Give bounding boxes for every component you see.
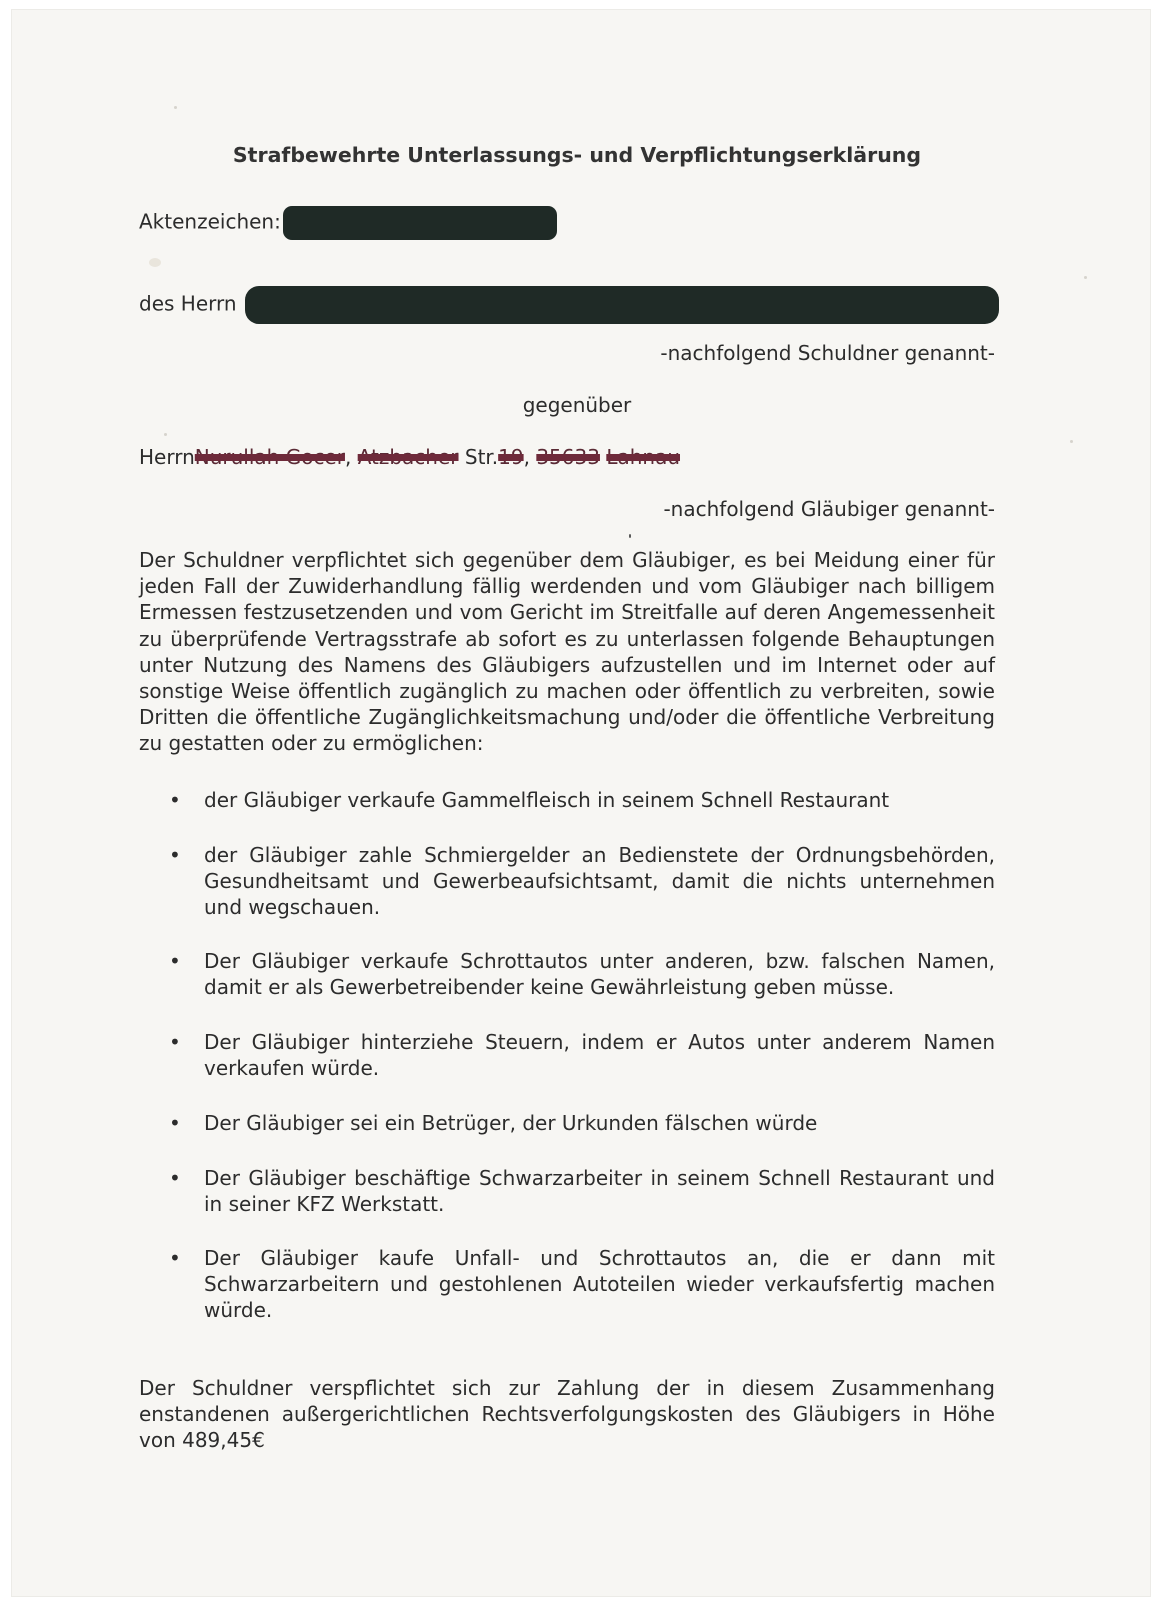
scan-speck xyxy=(149,258,161,267)
scan-speck xyxy=(164,433,167,436)
herrn-label: Herrn xyxy=(139,445,195,469)
des-herrn-line xyxy=(139,286,999,324)
scan-speck xyxy=(1070,440,1073,443)
document-page xyxy=(12,10,1150,1596)
scan-speck xyxy=(174,106,177,109)
glaeubiger-address-line xyxy=(139,444,680,471)
schuldner-note: -nachfolgend Schuldner genannt- xyxy=(660,341,995,365)
schuldner-name-redaction xyxy=(245,286,999,324)
bullet-dot: • xyxy=(169,1246,181,1270)
list-item-text: der Gläubiger verkaufe Gammelfleisch in seinem Schnell Restaurant xyxy=(204,788,890,812)
city-redacted: Lahnau xyxy=(606,445,680,469)
bullet-dot: • xyxy=(169,1111,181,1135)
bullet-dot: • xyxy=(169,843,181,867)
house-no-redacted: 19 xyxy=(498,445,524,469)
list-item-text: Der Gläubiger sei ein Betrüger, der Urkunden fälschen würde xyxy=(204,1111,818,1135)
list-item-text: Der Gläubiger kaufe Unfall- und Schrottautos an, die er dann mit Schwarzarbeitern und gestohlenen Autoteilen wieder verkaufsfertig machen würde. xyxy=(204,1246,995,1323)
street-suffix-text: Str. xyxy=(464,445,499,469)
bullet-dot: • xyxy=(169,1030,181,1054)
bullet-dot: • xyxy=(169,1166,181,1190)
glaeubiger-name-redacted: Nurullah Gocer xyxy=(194,445,345,469)
scan-speck xyxy=(1084,276,1087,279)
comma-2: , xyxy=(523,445,537,469)
street-redacted: Atzbacher xyxy=(357,445,459,469)
bullet-dot: • xyxy=(169,949,181,973)
aktenzeichen-redaction xyxy=(283,206,557,240)
des-herrn-label: des Herrn xyxy=(139,291,237,316)
aktenzeichen-line xyxy=(139,206,557,240)
scan-speck xyxy=(629,534,631,538)
list-item-text: Der Gläubiger beschäftige Schwarzarbeiter in seinem Schnell Restaurant und in seiner KFZ Werkstatt. xyxy=(204,1166,995,1217)
glaeubiger-note: -nachfolgend Gläubiger genannt- xyxy=(663,497,995,521)
gegenueber-label: gegenüber xyxy=(522,393,632,417)
main-paragraph: Der Schuldner verpflichtet sich gegenüber dem Gläubiger, es bei Meidung einer für jeden Fall der Zuwiderhandlung fällig werdenden und vom Gläubiger nach billigem Ermessen festzusetzenden und vom Gericht im Streitfalle auf deren Angemessenheit zu überprüfende Vertragsstrafe ab sofort es zu unterlassen folgende Behauptungen unter Nutzung des Namens des Gläubigers aufzustellen und im Internet oder auf sonstige Weise öffentlich zugänglich zu machen oder öffentlich zu verbreiten, sowie Dritten die öffentliche Zugänglichkeitsmachung und/oder die öffentliche Verbreitung zu gestatten oder zu ermöglichen: xyxy=(139,548,995,756)
list-item-text: Der Gläubiger verkaufe Schrottautos unter anderen, bzw. falschen Namen, damit er als Gewerbetreibender keine Gewährleistung geben müsse. xyxy=(204,949,995,1000)
list-item-text: Der Gläubiger hinterziehe Steuern, indem er Autos unter anderem Namen verkaufen würde. xyxy=(204,1030,995,1081)
comma-1: , xyxy=(344,445,358,469)
zip-redacted: 35633 xyxy=(536,445,600,469)
list-item-text: der Gläubiger zahle Schmiergelder an Bedienstete der Ordnungsbehörden, Gesundheitsamt und Gewerbeaufsichtsamt, damit die nichts unternehmen und wegschauen. xyxy=(204,843,995,920)
aktenzeichen-label: Aktenzeichen: xyxy=(139,209,281,234)
document-title: Strafbewehrte Unterlassungs- und Verpflichtungserklärung xyxy=(232,143,922,167)
closing-paragraph: Der Schuldner verspflichtet sich zur Zahlung der in diesem Zusammenhang enstandenen außergerichtlichen Rechtsverfolgungskosten des Gläubigers in Höhe von 489,45€ xyxy=(139,1376,995,1453)
bullet-dot: • xyxy=(169,788,181,812)
